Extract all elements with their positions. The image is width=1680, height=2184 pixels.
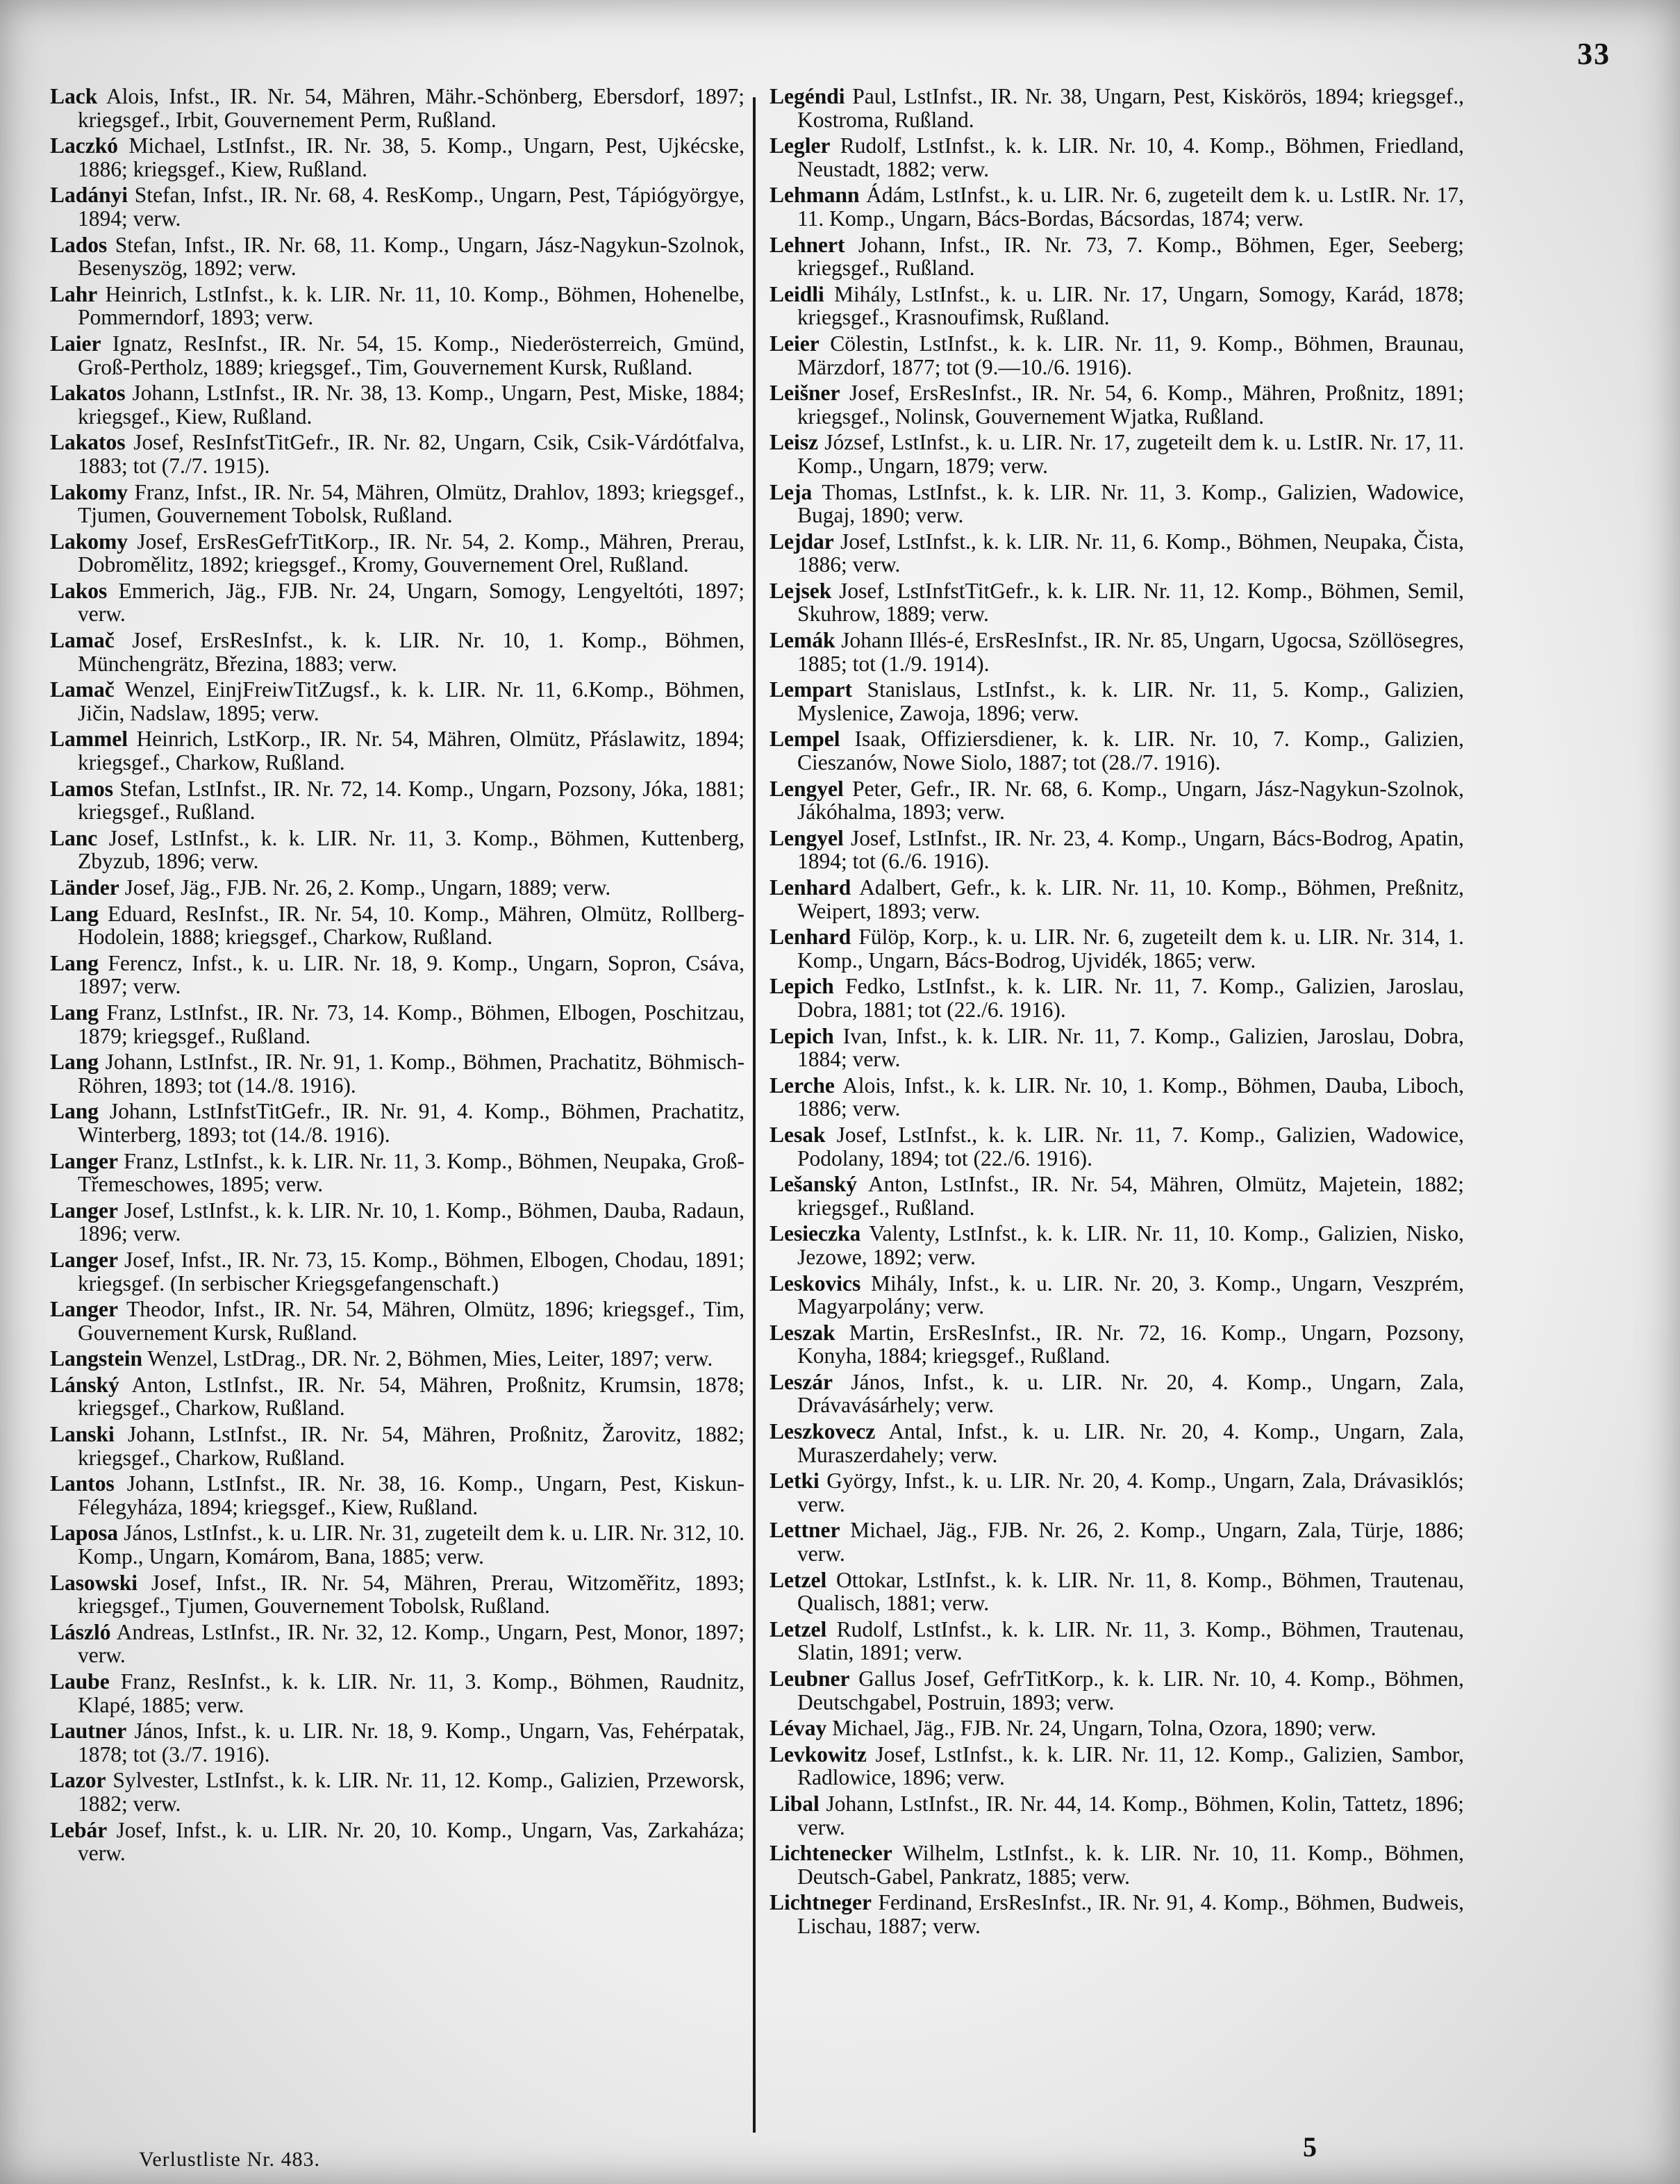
entry-details: Michael, Jäg., FJB. Nr. 26, 2. Komp., Ungarn, Zala, Türje, 1886; verw. bbox=[797, 1518, 1465, 1566]
entry-details: Johann Illés-é, ErsResInfst., IR. Nr. 85, Ungarn, Ugocsa, Szöllösegres, 1885; tot (1./9. 1914). bbox=[797, 628, 1464, 676]
left-column bbox=[50, 85, 745, 1868]
right-column bbox=[770, 85, 1464, 1941]
entry-surname: Lammel bbox=[50, 727, 128, 752]
casualty-entry bbox=[50, 1719, 745, 1766]
entry-details: Emmerich, Jäg., FJB. Nr. 24, Ungarn, Somogy, Lengyeltóti, 1897; verw. bbox=[78, 578, 745, 627]
entry-details: Johann, Infst., IR. Nr. 73, 7. Komp., Böhmen, Eger, Seeberg; kriegsgef., Rußland. bbox=[797, 232, 1465, 281]
entry-surname: Lakatos bbox=[50, 430, 126, 455]
casualty-entry bbox=[50, 431, 745, 477]
entry-surname: Lakomy bbox=[50, 529, 128, 554]
entry-details: Michael, Jäg., FJB. Nr. 24, Ungarn, Tolna, Ozora, 1890; verw. bbox=[832, 1716, 1377, 1741]
entry-surname: Langer bbox=[50, 1198, 118, 1223]
entry-details: Josef, LstInfst., IR. Nr. 23, 4. Komp., Ungarn, Bács-Bodrog, Apatin, 1894; tot (6./6. 1916). bbox=[797, 825, 1464, 874]
entry-details: Wenzel, EinjFreiwTitZugsf., k. k. LIR. Nr. 11, 6.Komp., Böhmen, Jičin, Nadslaw, 1895; verw. bbox=[78, 677, 745, 725]
entry-surname: Lahr bbox=[50, 281, 98, 306]
casualty-entry bbox=[770, 481, 1464, 527]
entry-surname: Lasowski bbox=[50, 1570, 138, 1595]
entry-surname: Lengyel bbox=[770, 776, 844, 801]
casualty-entry bbox=[770, 1667, 1464, 1714]
entry-details: Isaak, Offiziersdiener, k. k. LIR. Nr. 10, 7. Komp., Galizien, Cieszanów, Nowe Siolo, 1887; tot (28./7. 1916). bbox=[797, 727, 1465, 775]
casualty-entry bbox=[770, 1891, 1464, 1937]
entry-surname: Länder bbox=[50, 875, 119, 900]
entry-surname: Lettner bbox=[770, 1518, 840, 1543]
entry-details: György, Infst., k. u. LIR. Nr. 20, 4. Komp., Ungarn, Zala, Drávasiklós; verw. bbox=[797, 1469, 1464, 1516]
casualty-entry bbox=[50, 481, 745, 527]
entry-details: Andreas, LstInfst., IR. Nr. 32, 12. Komp., Ungarn, Pest, Monor, 1897; verw. bbox=[78, 1619, 745, 1668]
entry-details: Johann, LstInfst., IR. Nr. 54, Mähren, Proßnitz, Žarovitz, 1882; kriegsgef., Charkow, Rußland. bbox=[78, 1422, 745, 1470]
casualty-entry bbox=[50, 827, 745, 873]
casualty-entry bbox=[770, 1519, 1464, 1565]
entry-surname: Lakos bbox=[50, 578, 108, 603]
entry-details: Adalbert, Gefr., k. k. LIR. Nr. 11, 10. Komp., Böhmen, Preßnitz, Weipert, 1893; verw. bbox=[797, 875, 1464, 923]
entry-surname: Lamač bbox=[50, 628, 115, 653]
entry-details: Johann, LstInfst., IR. Nr. 44, 14. Komp., Böhmen, Kolin, Tattetz, 1896; verw. bbox=[797, 1791, 1465, 1839]
entry-details: Josef, ErsResGefrTitKorp., IR. Nr. 54, 2. Komp., Mähren, Prerau, Dobromělitz, 1892; kriegsgef., Kromy, Gouvernement Orel, Rußland. bbox=[78, 529, 745, 577]
casualty-entry bbox=[770, 85, 1464, 131]
casualty-entry bbox=[50, 727, 745, 774]
entry-surname: Lanc bbox=[50, 825, 98, 850]
casualty-entry bbox=[770, 1321, 1464, 1368]
entry-surname: Lešanský bbox=[770, 1172, 858, 1197]
casualty-entry bbox=[770, 1842, 1464, 1888]
entry-details: Stanislaus, LstInfst., k. k. LIR. Nr. 11, 5. Komp., Galizien, Myslenice, Zawoja, 1896; verw. bbox=[797, 677, 1465, 725]
casualty-entry bbox=[50, 902, 745, 949]
entry-details: Mihály, LstInfst., k. u. LIR. Nr. 17, Ungarn, Somogy, Karád, 1878; kriegsgef., Krasnoufimsk, Rußland. bbox=[797, 281, 1465, 330]
entry-surname: Ladányi bbox=[50, 183, 128, 208]
casualty-entry bbox=[770, 1569, 1464, 1615]
entry-surname: Lenhard bbox=[770, 925, 851, 950]
entry-surname: Lejsek bbox=[770, 578, 832, 603]
casualty-entry bbox=[770, 1716, 1464, 1740]
entry-details: Theodor, Infst., IR. Nr. 54, Mähren, Olmütz, 1896; kriegsgef., Tim, Gouvernement Kursk, Rußland. bbox=[78, 1297, 745, 1345]
casualty-entry bbox=[770, 1371, 1464, 1417]
entry-details: Stefan, Infst., IR. Nr. 68, 4. ResKomp., Ungarn, Pest, Tápiógyörgye, 1894; verw. bbox=[78, 183, 745, 231]
casualty-entry bbox=[50, 1001, 745, 1048]
casualty-entry bbox=[770, 134, 1464, 181]
entry-surname: Laube bbox=[50, 1669, 110, 1694]
casualty-entry bbox=[50, 1621, 745, 1667]
casualty-entry bbox=[770, 283, 1464, 329]
entry-details: Gallus Josef, GefrTitKorp., k. k. LIR. Nr. 10, 4. Komp., Böhmen, Deutschgabel, Postruin, 1893; verw. bbox=[797, 1666, 1464, 1714]
entry-details: Fülöp, Korp., k. u. LIR. Nr. 6, zugeteilt dem k. u. LIR. Nr. 314, 1. Komp., Ungarn, Bács-Bodrog, Ujvidék, 1865; verw. bbox=[797, 925, 1464, 973]
entry-details: Josef, LstInfst., k. k. LIR. Nr. 11, 3. Komp., Böhmen, Kuttenberg, Zbyzub, 1896; verw. bbox=[78, 825, 745, 874]
entry-details: János, Infst., k. u. LIR. Nr. 18, 9. Komp., Ungarn, Vas, Fehérpatak, 1878; tot (3./7. 1916). bbox=[78, 1719, 745, 1767]
entry-surname: Lang bbox=[50, 950, 99, 975]
casualty-entry bbox=[50, 1521, 745, 1568]
entry-details: Paul, LstInfst., IR. Nr. 38, Ungarn, Pest, Kiskörös, 1894; kriegsgef., Kostroma, Rußland. bbox=[797, 84, 1465, 132]
entry-surname: Lemák bbox=[770, 628, 835, 653]
casualty-entry bbox=[50, 629, 745, 675]
entry-surname: Langstein bbox=[50, 1346, 143, 1371]
entry-details: Josef, ErsResInfst., IR. Nr. 54, 6. Komp., Mähren, Proßnitz, 1891; kriegsgef., Nolinsk, Gouvernement Wjatka, Rußland. bbox=[797, 381, 1464, 429]
entry-details: Ferencz, Infst., k. u. LIR. Nr. 18, 9. Komp., Ungarn, Sopron, Csáva, 1897; verw. bbox=[78, 950, 745, 999]
casualty-entry bbox=[770, 1743, 1464, 1789]
casualty-entry bbox=[770, 925, 1464, 972]
entry-surname: Langer bbox=[50, 1148, 118, 1173]
entry-details: Ádám, LstInfst., k. u. LIR. Nr. 6, zugeteilt dem k. u. LstIR. Nr. 17, 11. Komp., Ungarn, Bács-Bordas, Bácsordas, 1874; verw. bbox=[797, 183, 1464, 231]
casualty-entry bbox=[770, 530, 1464, 577]
entry-surname: Lebár bbox=[50, 1817, 108, 1842]
entry-surname: Leier bbox=[770, 331, 820, 356]
casualty-entry bbox=[50, 183, 745, 230]
entry-details: Rudolf, LstInfst., k. k. LIR. Nr. 11, 3. Komp., Böhmen, Trautenau, Slatin, 1891; verw. bbox=[797, 1616, 1464, 1665]
entry-surname: Legéndi bbox=[770, 84, 845, 108]
entry-surname: Lichtneger bbox=[770, 1890, 872, 1915]
casualty-entry bbox=[50, 332, 745, 379]
entry-surname: Lejdar bbox=[770, 529, 834, 554]
casualty-entry bbox=[50, 579, 745, 626]
entry-details: Josef, LstInfstTitGefr., k. k. LIR. Nr. 11, 12. Komp., Böhmen, Semil, Skuhrow, 1889; verw. bbox=[797, 578, 1464, 627]
entry-surname: Leskovics bbox=[770, 1271, 861, 1296]
casualty-entry bbox=[50, 1347, 745, 1371]
entry-details: Alois, Infst., k. k. LIR. Nr. 10, 1. Komp., Böhmen, Dauba, Liboch, 1886; verw. bbox=[797, 1073, 1465, 1121]
casualty-entry bbox=[770, 1074, 1464, 1120]
casualty-entry bbox=[770, 1272, 1464, 1318]
casualty-entry bbox=[770, 431, 1464, 477]
casualty-entry bbox=[770, 332, 1464, 379]
casualty-entry bbox=[50, 1150, 745, 1196]
entry-details: Josef, LstInfst., k. k. LIR. Nr. 11, 6. Komp., Böhmen, Neupaka, Čista, 1886; verw. bbox=[797, 529, 1464, 577]
casualty-entry bbox=[770, 727, 1464, 774]
entry-details: Valenty, LstInfst., k. k. LIR. Nr. 11, 10. Komp., Galizien, Nisko, Jezowe, 1892; verw. bbox=[797, 1221, 1464, 1269]
entry-surname: Leja bbox=[770, 479, 813, 504]
casualty-entry bbox=[770, 1173, 1464, 1219]
entry-surname: Legler bbox=[770, 133, 831, 158]
entry-details: Johann, LstInfst., IR. Nr. 91, 1. Komp., Böhmen, Prachatitz, Böhmisch-Röhren, 1893; tot (14./8. 1916). bbox=[78, 1050, 745, 1098]
entry-surname: Lamos bbox=[50, 776, 114, 801]
entry-details: Alois, Infst., IR. Nr. 54, Mähren, Mähr.-Schönberg, Ebersdorf, 1897; kriegsgef., Irbit, Gouvernement Perm, Rußland. bbox=[78, 84, 745, 132]
casualty-entry bbox=[50, 134, 745, 181]
entry-details: János, Infst., k. u. LIR. Nr. 20, 4. Komp., Ungarn, Zala, Drávavásárhely; verw. bbox=[797, 1369, 1464, 1418]
entry-details: Sylvester, LstInfst., k. k. LIR. Nr. 11, 12. Komp., Galizien, Przeworsk, 1882; verw. bbox=[78, 1768, 745, 1816]
entry-surname: Letzel bbox=[770, 1567, 827, 1592]
entry-surname: Lakomy bbox=[50, 479, 128, 504]
entry-surname: Leišner bbox=[770, 381, 840, 406]
casualty-entry bbox=[770, 1222, 1464, 1268]
casualty-entry bbox=[50, 1050, 745, 1097]
entry-surname: Lichtenecker bbox=[770, 1841, 892, 1866]
casualty-entry bbox=[770, 381, 1464, 428]
entry-details: Heinrich, LstKorp., IR. Nr. 54, Mähren, Olmütz, Přáslawitz, 1894; kriegsgef., Charkow, Rußland. bbox=[78, 727, 745, 775]
entry-details: Josef, ResInfstTitGefr., IR. Nr. 82, Ungarn, Csik, Csik-Várdótfalva, 1883; tot (7./7. 1915). bbox=[78, 430, 745, 478]
casualty-entry bbox=[770, 1469, 1464, 1516]
entry-surname: Lack bbox=[50, 84, 98, 108]
entry-details: Josef, ErsResInfst., k. k. LIR. Nr. 10, 1. Komp., Böhmen, Münchengrätz, Březina, 1883; verw. bbox=[78, 628, 745, 676]
entry-surname: Lamač bbox=[50, 677, 115, 702]
casualty-entry bbox=[770, 678, 1464, 725]
entry-details: Martin, ErsResInfst., IR. Nr. 72, 16. Komp., Ungarn, Pozsony, Konyha, 1884; kriegsgef., Rußland. bbox=[797, 1320, 1464, 1368]
entry-details: Mihály, Infst., k. u. LIR. Nr. 20, 3. Komp., Ungarn, Veszprém, Magyarpolány; verw. bbox=[797, 1271, 1465, 1319]
page-number: 33 bbox=[1577, 37, 1611, 71]
entry-details: Josef, LstInfst., k. k. LIR. Nr. 11, 7. Komp., Galizien, Wadowice, Podolany, 1894; tot (22./6. 1916). bbox=[797, 1122, 1464, 1170]
casualty-entry bbox=[50, 1819, 745, 1865]
casualty-entry bbox=[50, 1199, 745, 1246]
entry-surname: Lang bbox=[50, 1000, 99, 1025]
casualty-entry bbox=[50, 678, 745, 725]
entry-details: Stefan, LstInfst., IR. Nr. 72, 14. Komp., Ungarn, Pozsony, Jóka, 1881; kriegsgef., Rußland. bbox=[78, 776, 745, 825]
casualty-entry bbox=[770, 1618, 1464, 1664]
entry-surname: Lepich bbox=[770, 974, 834, 999]
entry-details: Franz, LstInfst., k. k. LIR. Nr. 11, 3. Komp., Böhmen, Neupaka, Groß-Třemeschowes, 1895; verw. bbox=[78, 1148, 745, 1197]
entry-details: Anton, LstInfst., IR. Nr. 54, Mähren, Olmütz, Majetein, 1882; kriegsgef., Rußland. bbox=[797, 1172, 1464, 1220]
entry-surname: Lautner bbox=[50, 1719, 127, 1744]
entry-surname: László bbox=[50, 1619, 111, 1644]
entry-surname: Lantos bbox=[50, 1471, 115, 1496]
casualty-entry bbox=[770, 579, 1464, 626]
entry-surname: Lehmann bbox=[770, 183, 860, 208]
entry-surname: Letki bbox=[770, 1469, 820, 1494]
entry-details: Wilhelm, LstInfst., k. k. LIR. Nr. 10, 11. Komp., Böhmen, Deutsch-Gabel, Pankratz, 1885; verw. bbox=[797, 1841, 1465, 1889]
entry-details: Josef, Infst., IR. Nr. 73, 15. Komp., Böhmen, Elbogen, Chodau, 1891; kriegsgef. (In serbischer Kriegsgefangenschaft.) bbox=[78, 1247, 745, 1296]
entry-surname: Leszkovecz bbox=[770, 1419, 876, 1444]
entry-surname: Lengyel bbox=[770, 825, 844, 850]
casualty-entry bbox=[770, 777, 1464, 824]
casualty-entry bbox=[50, 233, 745, 280]
entry-surname: Laposa bbox=[50, 1521, 119, 1546]
casualty-entry bbox=[50, 1769, 745, 1815]
footer-signature-mark: 5 bbox=[1303, 2131, 1317, 2162]
entry-surname: Leubner bbox=[770, 1666, 850, 1691]
footer-list-number: Verlustliste Nr. 483. bbox=[139, 2148, 320, 2171]
entry-details: József, LstInfst., k. u. LIR. Nr. 17, zugeteilt dem k. u. LstIR. Nr. 17, 11. Komp., Ungarn, 1879; verw. bbox=[797, 430, 1465, 478]
casualty-entry bbox=[770, 1123, 1464, 1170]
casualty-entry bbox=[770, 876, 1464, 923]
entry-details: Ferdinand, ErsResInfst., IR. Nr. 91, 4. Komp., Böhmen, Budweis, Lischau, 1887; verw. bbox=[797, 1890, 1465, 1938]
casualty-entry bbox=[770, 975, 1464, 1021]
entry-details: Johann, LstInfst., IR. Nr. 38, 16. Komp., Ungarn, Pest, Kiskun-Félegyháza, 1894; kriegsgef., Kiew, Rußland. bbox=[78, 1471, 745, 1519]
entry-details: Heinrich, LstInfst., k. k. LIR. Nr. 11, 10. Komp., Böhmen, Hohenelbe, Pommerndorf, 1893; verw. bbox=[78, 281, 745, 330]
entry-details: Josef, LstInfst., k. k. LIR. Nr. 11, 12. Komp., Galizien, Sambor, Radlowice, 1896; verw. bbox=[797, 1742, 1464, 1790]
entry-surname: Langer bbox=[50, 1247, 118, 1272]
entry-surname: Lehnert bbox=[770, 232, 845, 257]
casualty-entry bbox=[50, 1472, 745, 1519]
entry-surname: Letzel bbox=[770, 1616, 827, 1641]
casualty-entry bbox=[50, 85, 745, 131]
entry-surname: Laier bbox=[50, 331, 101, 356]
entry-surname: Lévay bbox=[770, 1716, 827, 1741]
entry-surname: Lempart bbox=[770, 677, 852, 702]
entry-details: Fedko, LstInfst., k. k. LIR. Nr. 11, 7. Komp., Galizien, Jaroslau, Dobra, 1881; tot (22./6. 1916). bbox=[797, 974, 1465, 1022]
entry-surname: Lánský bbox=[50, 1372, 119, 1397]
entry-surname: Lanski bbox=[50, 1422, 115, 1447]
entry-surname: Lempel bbox=[770, 727, 840, 752]
entry-details: Wenzel, LstDrag., DR. Nr. 2, Böhmen, Mies, Leiter, 1897; verw. bbox=[147, 1346, 713, 1371]
casualty-entry bbox=[50, 1571, 745, 1618]
entry-surname: Lenhard bbox=[770, 875, 851, 900]
casualty-entry bbox=[770, 1420, 1464, 1466]
entry-surname: Lados bbox=[50, 232, 108, 257]
entry-details: Thomas, LstInfst., k. k. LIR. Nr. 11, 3. Komp., Galizien, Wadowice, Bugaj, 1890; verw. bbox=[797, 479, 1465, 528]
entry-details: Josef, LstInfst., k. k. LIR. Nr. 10, 1. Komp., Böhmen, Dauba, Radaun, 1896; verw. bbox=[78, 1198, 745, 1246]
entry-details: Antal, Infst., k. u. LIR. Nr. 20, 4. Komp., Ungarn, Zala, Muraszerdahely; verw. bbox=[797, 1419, 1464, 1467]
entry-surname: Lang bbox=[50, 901, 99, 926]
casualty-entry bbox=[50, 1298, 745, 1344]
casualty-entry bbox=[50, 1670, 745, 1716]
entry-details: Rudolf, LstInfst., k. k. LIR. Nr. 10, 4. Komp., Böhmen, Friedland, Neustadt, 1882; verw. bbox=[797, 133, 1465, 181]
entry-surname: Lerche bbox=[770, 1073, 835, 1098]
casualty-entry bbox=[50, 777, 745, 824]
entry-details: Johann, LstInfst., IR. Nr. 38, 13. Komp., Ungarn, Pest, Miske, 1884; kriegsgef., Kiew, Rußland. bbox=[78, 381, 745, 429]
casualty-entry bbox=[770, 1792, 1464, 1839]
entry-details: Franz, LstInfst., IR. Nr. 73, 14. Komp., Böhmen, Elbogen, Poschitzau, 1879; kriegsgef., Rußland. bbox=[78, 1000, 745, 1048]
entry-details: Peter, Gefr., IR. Nr. 68, 6. Komp., Ungarn, Jász-Nagykun-Szolnok, Jákóhalma, 1893; verw. bbox=[797, 776, 1465, 825]
entry-details: Josef, Infst., k. u. LIR. Nr. 20, 10. Komp., Ungarn, Vas, Zarkaháza; verw. bbox=[78, 1817, 745, 1866]
entry-surname: Lazor bbox=[50, 1768, 106, 1793]
entry-surname: Lepich bbox=[770, 1023, 834, 1048]
entry-surname: Leszár bbox=[770, 1369, 833, 1394]
entry-details: Johann, LstInfstTitGefr., IR. Nr. 91, 4. Komp., Böhmen, Prachatitz, Winterberg, 1893; tot (14./8. 1916). bbox=[78, 1099, 745, 1147]
casualty-entry bbox=[770, 183, 1464, 230]
entry-details: Josef, Jäg., FJB. Nr. 26, 2. Komp., Ungarn, 1889; verw. bbox=[124, 875, 611, 900]
entry-surname: Leidli bbox=[770, 281, 824, 306]
entry-surname: Lesak bbox=[770, 1122, 826, 1147]
casualty-entry bbox=[50, 530, 745, 577]
entry-details: Ignatz, ResInfst., IR. Nr. 54, 15. Komp., Niederösterreich, Gmünd, Groß-Pertholz, 1889; kriegsgef., Tim, Gouvernement Kursk, Rußland. bbox=[78, 331, 745, 379]
casualty-entry bbox=[50, 381, 745, 428]
entry-details: János, LstInfst., k. u. LIR. Nr. 31, zugeteilt dem k. u. LIR. Nr. 312, 10. Komp., Ungarn, Komárom, Bana, 1885; verw. bbox=[78, 1521, 745, 1569]
entry-surname: Langer bbox=[50, 1297, 118, 1322]
entry-surname: Lang bbox=[50, 1099, 99, 1124]
entry-details: Michael, LstInfst., IR. Nr. 38, 5. Komp., Ungarn, Pest, Ujkécske, 1886; kriegsgef., Kiew, Rußland. bbox=[78, 133, 745, 181]
entry-details: Stefan, Infst., IR. Nr. 68, 11. Komp., Ungarn, Jász-Nagykun-Szolnok, Besenyszög, 1892; verw. bbox=[78, 232, 745, 281]
entry-details: Ottokar, LstInfst., k. k. LIR. Nr. 11, 8. Komp., Böhmen, Trautenau, Qualisch, 1881; verw. bbox=[797, 1567, 1464, 1616]
entry-surname: Libal bbox=[770, 1791, 820, 1816]
entry-surname: Levkowitz bbox=[770, 1742, 867, 1767]
entry-surname: Leszak bbox=[770, 1320, 835, 1345]
casualty-entry bbox=[770, 233, 1464, 280]
entry-surname: Leisz bbox=[770, 430, 818, 455]
entry-surname: Lesieczka bbox=[770, 1221, 861, 1246]
entry-details: Franz, ResInfst., k. k. LIR. Nr. 11, 3. Komp., Böhmen, Raudnitz, Klapé, 1885; verw. bbox=[78, 1669, 745, 1717]
casualty-entry bbox=[50, 1423, 745, 1469]
casualty-entry bbox=[50, 1373, 745, 1420]
casualty-entry bbox=[770, 1025, 1464, 1071]
casualty-entry bbox=[50, 1248, 745, 1295]
entry-surname: Laczkó bbox=[50, 133, 118, 158]
casualty-entry bbox=[50, 876, 745, 900]
entry-details: Franz, Infst., IR. Nr. 54, Mähren, Olmütz, Drahlov, 1893; kriegsgef., Tjumen, Gouvernement Tobolsk, Rußland. bbox=[78, 479, 745, 528]
casualty-entry bbox=[50, 283, 745, 329]
entry-surname: Lang bbox=[50, 1050, 99, 1075]
casualty-entry bbox=[770, 827, 1464, 873]
casualty-entry bbox=[50, 952, 745, 998]
entry-details: Anton, LstInfst., IR. Nr. 54, Mähren, Proßnitz, Krumsin, 1878; kriegsgef., Charkow, Rußland. bbox=[78, 1372, 745, 1421]
column-divider bbox=[753, 97, 756, 2133]
entry-surname: Lakatos bbox=[50, 381, 126, 406]
entry-details: Ivan, Infst., k. k. LIR. Nr. 11, 7. Komp., Galizien, Jaroslau, Dobra, 1884; verw. bbox=[797, 1023, 1465, 1072]
casualty-entry bbox=[50, 1100, 745, 1146]
entry-details: Eduard, ResInfst., IR. Nr. 54, 10. Komp., Mähren, Olmütz, Rollberg-Hodolein, 1888; kriegsgef., Charkow, Rußland. bbox=[78, 901, 745, 950]
entry-details: Cölestin, LstInfst., k. k. LIR. Nr. 11, 9. Komp., Böhmen, Braunau, Märzdorf, 1877; tot (9.—10./6. 1916). bbox=[797, 331, 1465, 379]
casualty-entry bbox=[770, 629, 1464, 675]
entry-details: Josef, Infst., IR. Nr. 54, Mähren, Prerau, Witzoměřitz, 1893; kriegsgef., Tjumen, Gouvernement Tobolsk, Rußland. bbox=[78, 1570, 745, 1619]
